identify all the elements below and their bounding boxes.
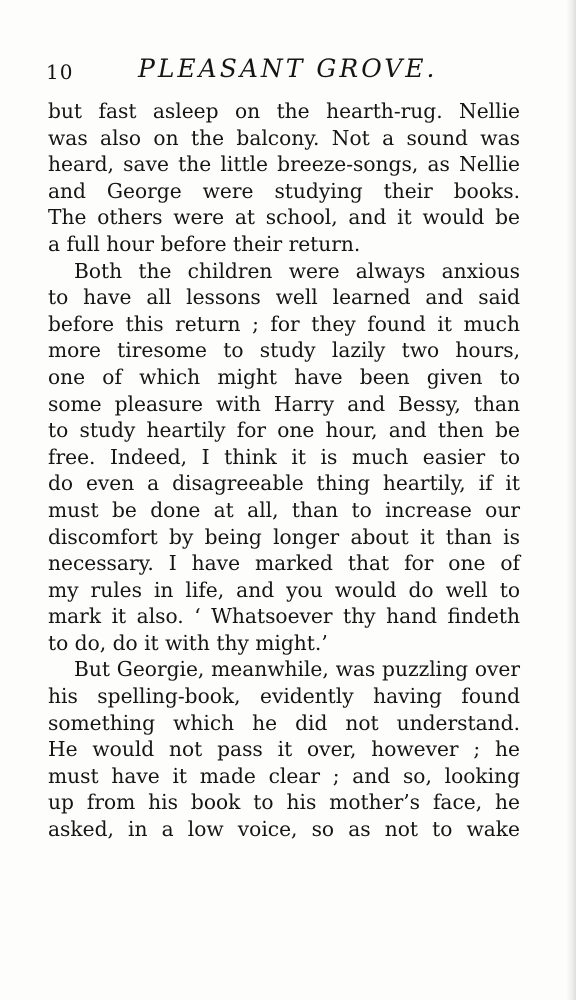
text-line: his spelling-book, evidently having found bbox=[48, 684, 520, 709]
page-header bbox=[46, 52, 536, 84]
text-line: to do, do it with thy might.’ bbox=[48, 630, 328, 655]
text-line: mark it also. ‘ Whatsoever thy hand findeth bbox=[48, 604, 520, 629]
text-line: a full hour before their return. bbox=[48, 231, 361, 256]
text-line: asked, in a low voice, so as not to wake bbox=[48, 817, 520, 842]
paragraph bbox=[48, 258, 520, 657]
text-line: free. Indeed, I think it is much easier to bbox=[48, 444, 520, 469]
text-line: must be done at all, than to increase our bbox=[48, 497, 520, 522]
text-line: some pleasure with Harry and Bessy, than bbox=[48, 391, 520, 416]
text-line: discomfort by being longer about it than is bbox=[48, 524, 520, 549]
page-number: 10 bbox=[46, 60, 74, 84]
body-text bbox=[48, 98, 520, 843]
text-line: heard, save the little breeze-songs, as Nellie bbox=[48, 152, 520, 177]
text-line: more tiresome to study lazily two hours, bbox=[48, 338, 520, 363]
text-line: to have all lessons well learned and said bbox=[48, 285, 520, 310]
text-line: but fast asleep on the hearth-rug. Nellie bbox=[48, 99, 520, 123]
text-line: Both the children were always anxious bbox=[74, 258, 520, 283]
running-title: PLEASANT GROVE. bbox=[138, 54, 438, 83]
paragraph bbox=[48, 98, 520, 258]
text-line: But Georgie, meanwhile, was puzzling over bbox=[74, 657, 520, 682]
text-line: He would not pass it over, however ; he bbox=[48, 737, 520, 762]
text-line: The others were at school, and it would be bbox=[48, 205, 520, 230]
text-line: do even a disagreeable thing heartily, if it bbox=[48, 471, 520, 496]
text-line: and George were studying their books. bbox=[48, 178, 520, 203]
text-line: was also on the balcony. Not a sound was bbox=[48, 125, 520, 150]
text-line: must have it made clear ; and so, looking bbox=[48, 763, 520, 788]
text-line: something which he did not understand. bbox=[48, 710, 520, 735]
text-line: necessary. I have marked that for one of bbox=[48, 551, 520, 576]
text-line: to study heartily for one hour, and then be bbox=[48, 418, 520, 443]
text-line: up from his book to his mother’s face, he bbox=[48, 790, 520, 815]
text-line: my rules in life, and you would do well to bbox=[48, 577, 520, 602]
paragraph bbox=[48, 656, 520, 842]
page-edge-shadow bbox=[566, 0, 576, 1000]
text-line: one of which might have been given to bbox=[48, 364, 520, 389]
text-line: before this return ; for they found it much bbox=[48, 311, 520, 336]
